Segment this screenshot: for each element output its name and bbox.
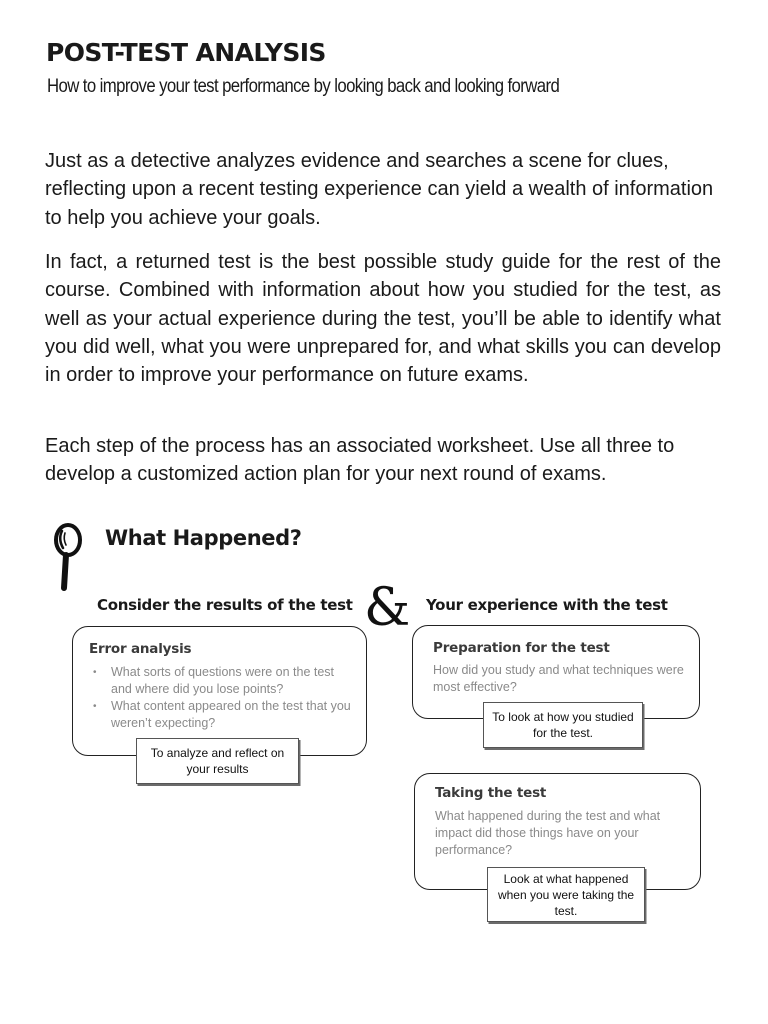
list-item: • What sorts of questions were on the test and where did you lose points? <box>89 664 351 698</box>
magnifying-glass-icon <box>52 522 86 592</box>
right-column-heading: Your experience with the test <box>426 596 668 614</box>
note-text: To analyze and reflect on your results <box>150 746 285 776</box>
list-item: • What content appeared on the test that you weren’t expecting? <box>89 698 351 732</box>
preparation-note <box>483 702 643 748</box>
intro-paragraph: Just as a detective analyzes evidence and searches a scene for clues, reflecting upon a recent testing experience can yield a wealth of information to help you achieve your goals. <box>45 150 714 229</box>
card-text: How did you study and what techniques were most effective? <box>433 663 684 694</box>
error-analysis-card <box>72 626 367 756</box>
section-heading: What Happened? <box>105 526 302 550</box>
card-title: Taking the test <box>435 785 547 801</box>
ampersand-symbol: & <box>364 578 411 638</box>
note-text: Look at what happened when you were taking the test. <box>497 871 635 918</box>
page-subtitle: How to improve your test performance by looking back and looking forward <box>47 75 560 97</box>
worksheet-paragraph: Each step of the process has an associated worksheet. Use all three to develop a customized action plan for your next round of exams. <box>45 435 675 486</box>
detail-paragraph: In fact, a returned test is the best possible study guide for the rest of the course. Combined with information about how you studied for the test, as well as your actual experience during the test, you’ll be able to identify what you did well, what you were unprepared for, and what skills you can develop in order to improve your performance on future exams. <box>45 251 721 387</box>
card-title: Error analysis <box>89 641 192 657</box>
left-column-heading: Consider the results of the test <box>97 596 353 614</box>
bullet-list <box>89 664 351 732</box>
note-text: To look at how you studied for the test. <box>492 710 634 740</box>
error-analysis-note <box>136 738 299 784</box>
card-title: Preparation for the test <box>433 640 610 656</box>
page-title: POST-TEST ANALYSIS <box>46 38 326 67</box>
card-text: What happened during the test and what impact did those things have on your performance? <box>435 809 661 857</box>
taking-test-note <box>487 867 645 922</box>
